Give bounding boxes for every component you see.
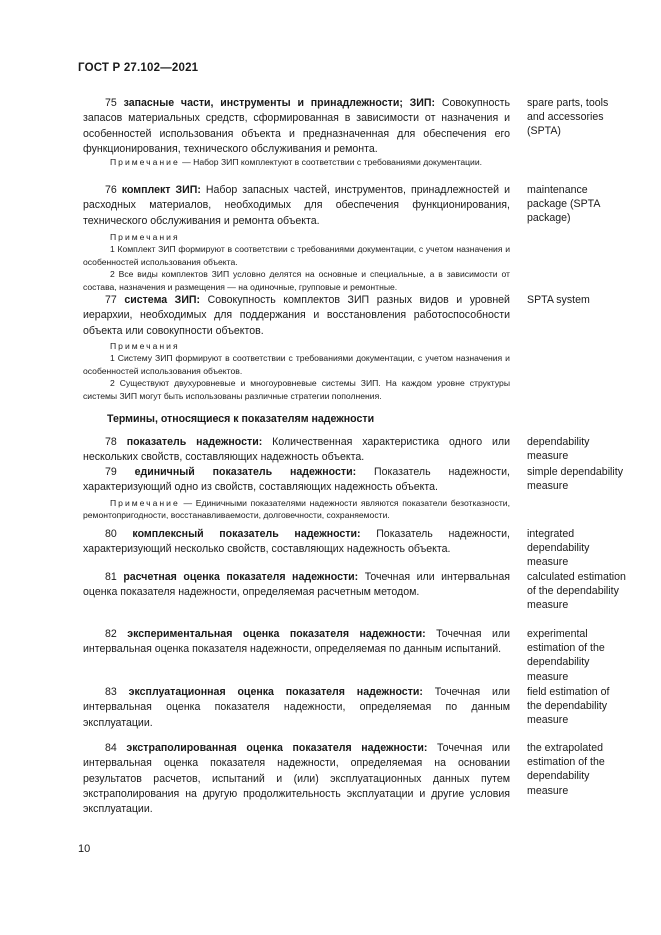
note-item-1: 1 Систему ЗИП формируют в соответствии с требованиями документации, с учетом назначения и особенностей использования объектов. bbox=[83, 353, 510, 376]
term-name: эксплуатационная оценка показателя надежности: bbox=[128, 686, 423, 698]
term-number: 77 bbox=[105, 294, 117, 306]
term-definition: Набор запасных частей, инструментов, принадлежностей и расходных материалов, необходимых для обеспечения функционирования, технического обслуживания и ремонта объекта. bbox=[83, 184, 510, 227]
note-heading: Примечания bbox=[110, 232, 180, 242]
english-equivalent-79: simple dependability measure bbox=[527, 466, 623, 493]
term-entry-79 bbox=[83, 465, 510, 496]
note-item-2: 2 Существуют двухуровневые и многоуровневые системы ЗИП. На каждом уровне структуры системы ЗИП могут быть использованы различные стратегии пополнения. bbox=[83, 378, 510, 401]
term-entry-83 bbox=[83, 685, 510, 731]
note-item-2: 2 Все виды комплектов ЗИП условно делятся на основные и специальные, а в зависимости от состава, назначения и размещения — на одиночные, групповые и ремонтные. bbox=[83, 269, 510, 292]
term-name: экспериментальная оценка показателя надежности: bbox=[127, 628, 426, 640]
english-equivalent-81: calculated estimation of the dependability measure bbox=[527, 571, 626, 612]
term-definition: Показатель надежности, характеризующий одно из свойств, составляющих надежность объекта. bbox=[83, 466, 510, 494]
term-entry-81 bbox=[83, 570, 510, 601]
note-heading: Примечание bbox=[110, 157, 180, 167]
term-name: расчетная оценка показателя надежности: bbox=[123, 571, 359, 583]
term-name: комплексный показатель надежности: bbox=[132, 528, 361, 540]
term-definition: Точечная или интервальная оценка показателя надежности, определяемая расчетным методом. bbox=[83, 571, 510, 599]
note-text: — Набор ЗИП комплектуют в соответствии с требованиями документации. bbox=[182, 157, 483, 167]
term-definition: Показатель надежности, характеризующий несколько свойств, составляющих надежность объекта. bbox=[83, 528, 510, 556]
note-75 bbox=[83, 156, 510, 168]
note-79 bbox=[83, 497, 510, 522]
term-number: 79 bbox=[105, 466, 117, 478]
note-text: — Единичными показателями надежности являются показатели безотказности, ремонтопригодности, восстанавливаемости, долговечности, сохраняемости. bbox=[83, 498, 511, 521]
term-entry-77 bbox=[83, 293, 510, 339]
note-heading: Примечания bbox=[110, 341, 180, 351]
term-entry-78 bbox=[83, 435, 510, 466]
term-entry-84 bbox=[83, 741, 510, 817]
term-entry-76 bbox=[83, 183, 510, 229]
term-number: 82 bbox=[105, 628, 117, 640]
term-definition: Точечная или интервальная оценка показателя надежности, определяемая по данным эксплуатации. bbox=[83, 686, 510, 729]
term-definition: Точечная или интервальная оценка показателя надежности, определяемая на основании результатов расчетов, испытаний и (или) эксплуатационных данных путем экстраполирования на другую продолжительность эксплуатации и другие условия эксплуатации. bbox=[83, 742, 510, 816]
english-equivalent-84: the extrapolated estimation of the dependability measure bbox=[527, 742, 605, 797]
document-code: ГОСТ Р 27.102—2021 bbox=[78, 62, 199, 74]
term-definition: Совокупность комплектов ЗИП разных видов и уровней иерархии, необходимых для поддержания и восстановления работоспособности объекта или совокупности объектов. bbox=[83, 294, 510, 337]
term-definition: Точечная или интервальная оценка показателя надежности, определяемая по данным испытаний. bbox=[83, 628, 510, 656]
note-77 bbox=[83, 340, 510, 402]
term-name: система ЗИП: bbox=[124, 294, 201, 306]
section-heading: Термины, относящиеся к показателям надежности bbox=[107, 413, 375, 425]
term-number: 78 bbox=[105, 436, 117, 448]
term-name: показатель надежности: bbox=[126, 436, 263, 448]
page-number: 10 bbox=[78, 843, 91, 855]
term-number: 84 bbox=[105, 742, 117, 754]
term-entry-82 bbox=[83, 627, 510, 658]
english-equivalent-77: SPTA system bbox=[527, 294, 590, 306]
term-entry-80 bbox=[83, 527, 510, 558]
english-equivalent-75: spare parts, tools and accessories (SPTA) bbox=[527, 97, 609, 138]
term-name: экстраполированная оценка показателя надежности: bbox=[126, 742, 428, 754]
term-name: запасные части, инструменты и принадлежности; ЗИП: bbox=[123, 97, 436, 109]
english-equivalent-80: integrated dependability measure bbox=[527, 528, 590, 569]
term-number: 80 bbox=[105, 528, 117, 540]
term-entry-75 bbox=[83, 96, 510, 157]
term-number: 81 bbox=[105, 571, 117, 583]
term-number: 76 bbox=[105, 184, 117, 196]
english-equivalent-83: field estimation of the dependability measure bbox=[527, 686, 610, 727]
note-76 bbox=[83, 231, 510, 293]
english-equivalent-82: experimental estimation of the dependability measure bbox=[527, 628, 605, 683]
term-name: комплект ЗИП: bbox=[121, 184, 201, 196]
term-definition: Совокупность запасов материальных средств, сформированная в зависимости от назначения и особенностей использования объекта и предназначенная для обеспечения его функционирования, технического обслуживания и ремонта. bbox=[83, 97, 511, 155]
english-equivalent-78: dependability measure bbox=[527, 436, 590, 463]
english-equivalent-76: maintenance package (SPTA package) bbox=[527, 184, 600, 225]
term-number: 75 bbox=[105, 97, 117, 109]
note-heading: Примечание bbox=[110, 498, 180, 508]
term-definition: Количественная характеристика одного или нескольких свойств, составляющих надежность объекта. bbox=[83, 436, 510, 464]
term-number: 83 bbox=[105, 686, 117, 698]
term-name: единичный показатель надежности: bbox=[134, 466, 357, 478]
note-item-1: 1 Комплект ЗИП формируют в соответствии с требованиями документации, с учетом назначения и особенностей использования объекта. bbox=[83, 244, 510, 267]
